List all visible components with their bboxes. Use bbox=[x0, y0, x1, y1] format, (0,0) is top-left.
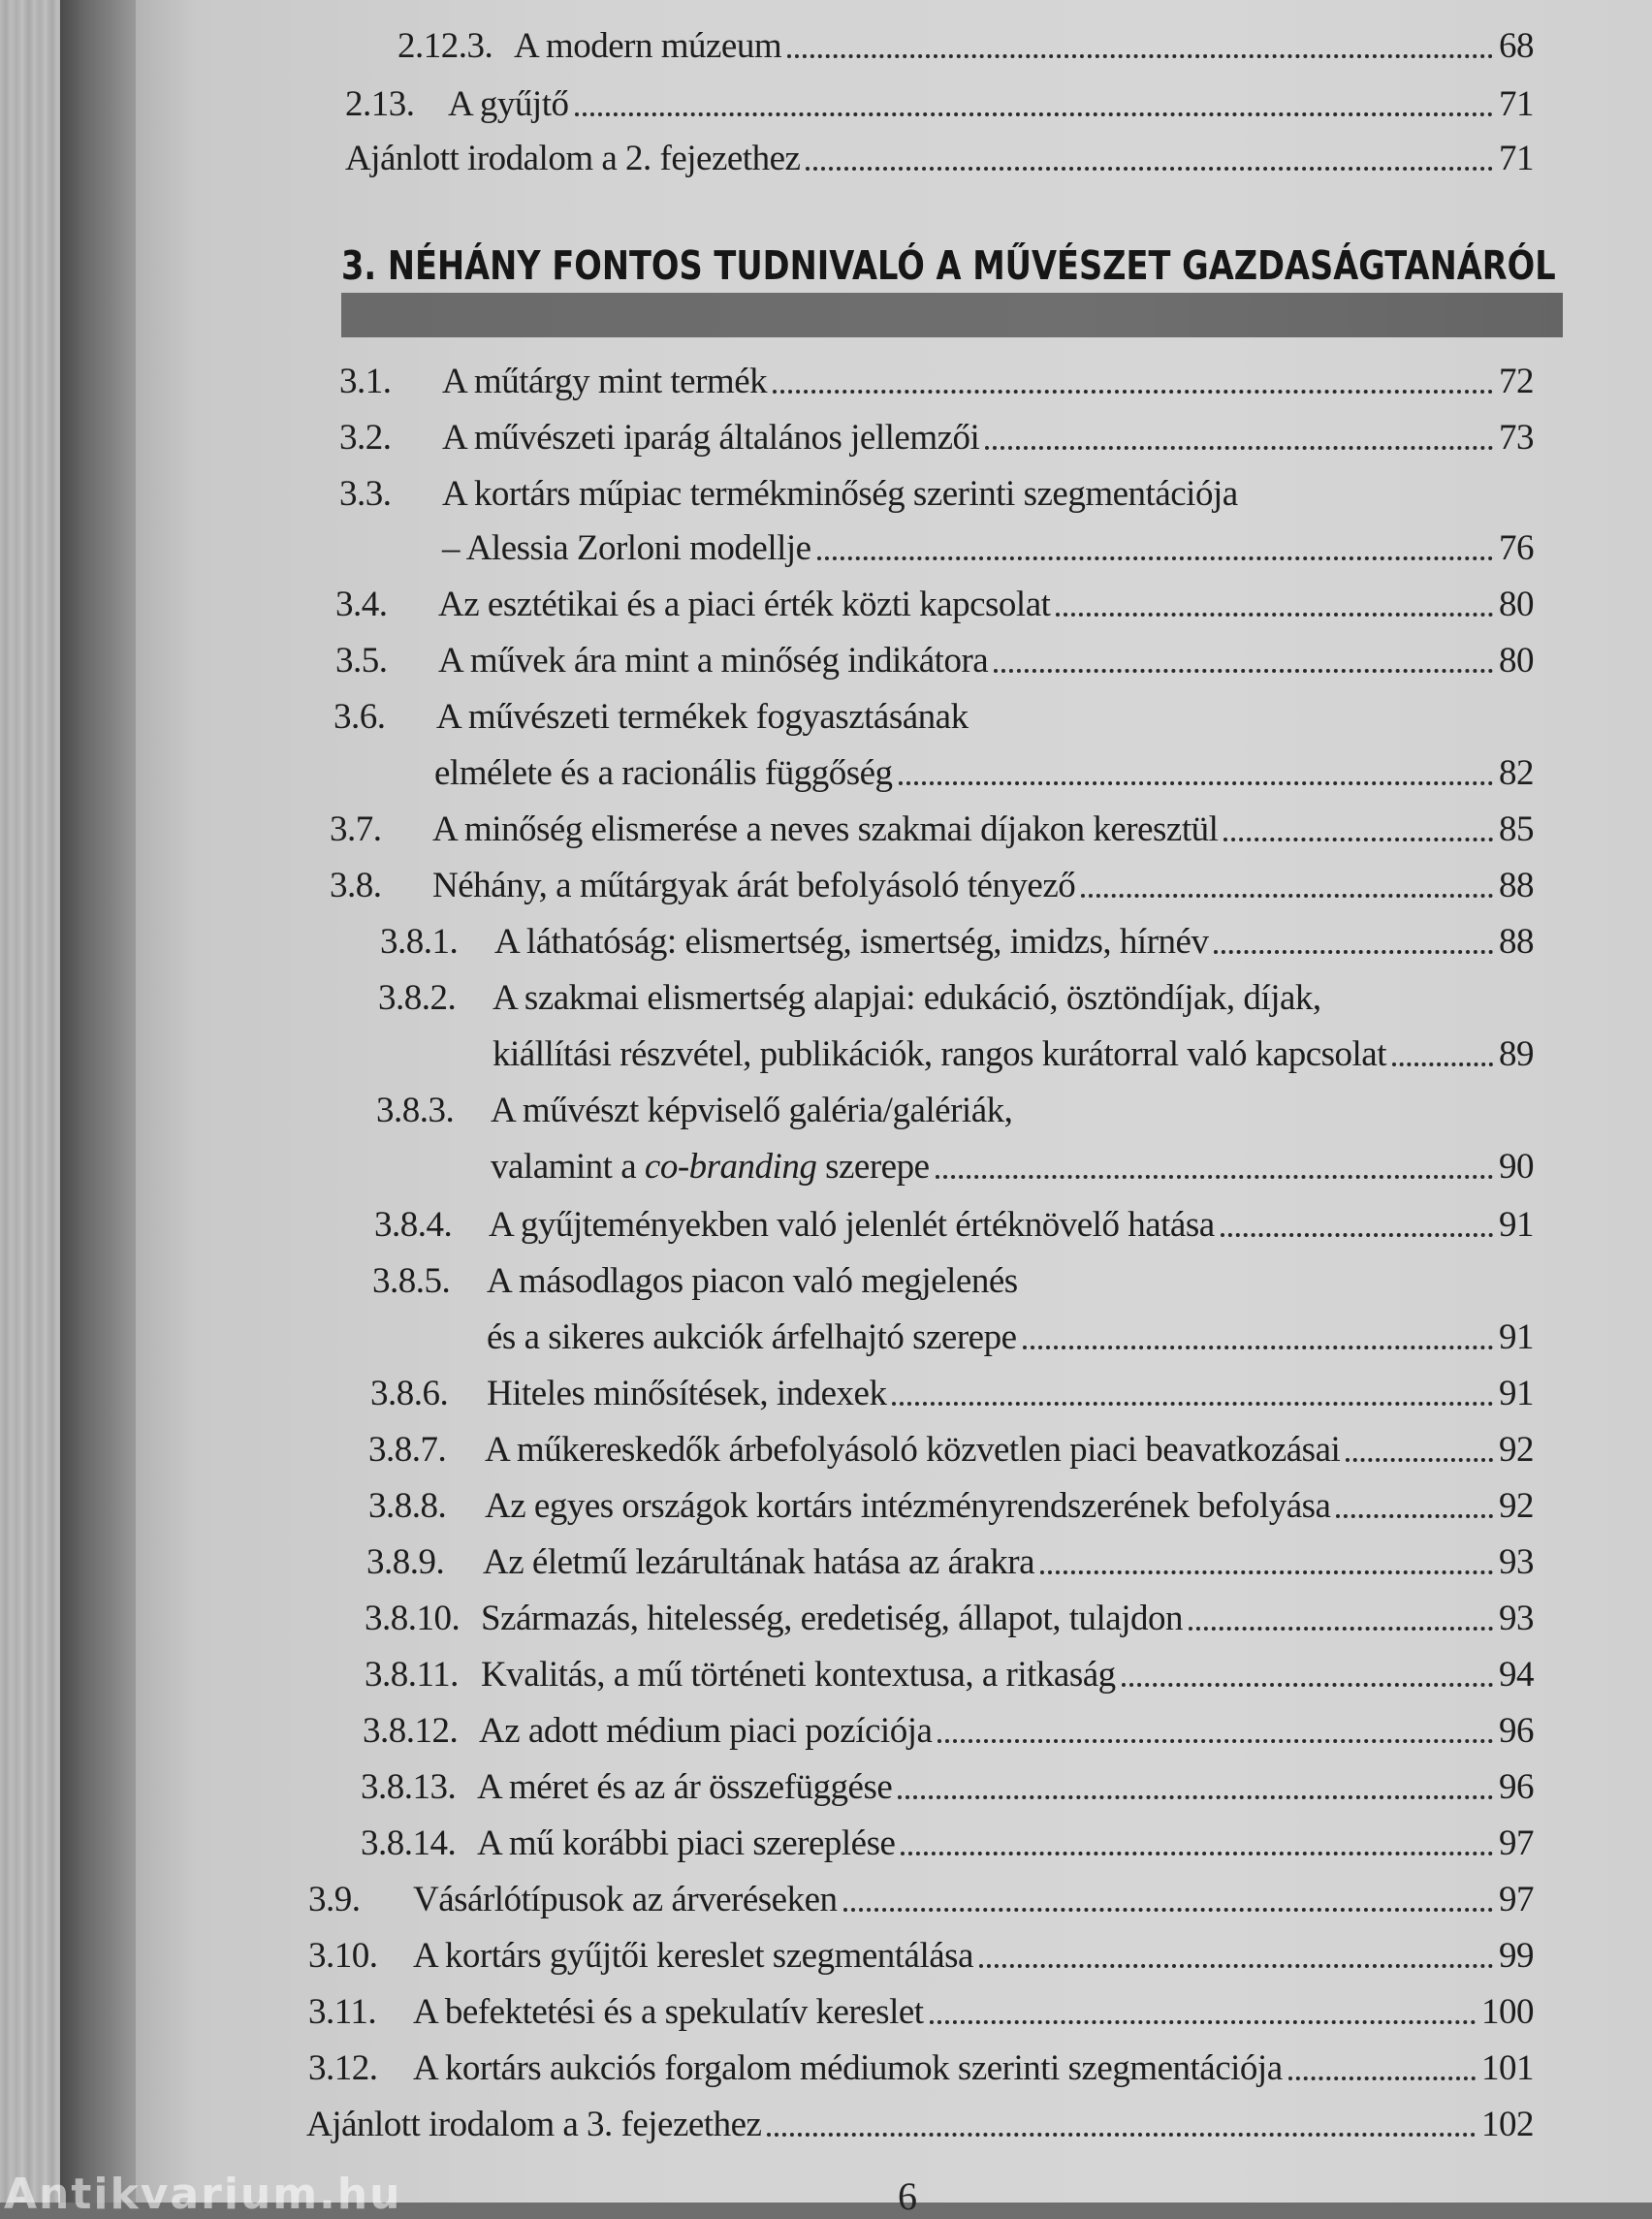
entry-number: 3.6. bbox=[334, 697, 386, 737]
entry-page: 100 bbox=[1481, 1992, 1534, 2032]
toc-entry-3-8-2-cont bbox=[492, 1031, 1534, 1076]
entry-page: 102 bbox=[1481, 2105, 1534, 2144]
entry-page: 80 bbox=[1499, 585, 1534, 624]
entry-title: A kortárs aukciós forgalom médiumok szerinti szegmentációja bbox=[413, 2048, 1283, 2088]
entry-page: 99 bbox=[1499, 1936, 1534, 1976]
toc-entry-3-8-4 bbox=[374, 1202, 1534, 1247]
entry-number: 3.8.8. bbox=[368, 1486, 447, 1526]
toc-entry-reading-2 bbox=[345, 136, 1534, 180]
entry-title: A műtárgy mint termék bbox=[442, 362, 768, 401]
dot-leader bbox=[1056, 613, 1493, 617]
entry-page: 96 bbox=[1499, 1767, 1534, 1807]
entry-number: 3.8. bbox=[330, 866, 382, 905]
entry-title: A művek ára mint a minőség indikátora bbox=[438, 641, 989, 681]
dot-leader bbox=[1336, 1514, 1493, 1518]
toc-entry-3-6 bbox=[334, 694, 1534, 739]
dot-leader bbox=[1392, 1062, 1493, 1066]
toc-entry-2-12-3 bbox=[397, 23, 1534, 68]
toc-entry-3-1 bbox=[339, 359, 1534, 403]
entry-page: 71 bbox=[1499, 139, 1534, 178]
title-italic-term: co-branding bbox=[644, 1147, 817, 1187]
entry-page: 96 bbox=[1499, 1711, 1534, 1751]
dot-leader bbox=[1023, 1346, 1493, 1349]
toc-entry-3-8-12 bbox=[363, 1708, 1534, 1753]
dot-leader bbox=[843, 1908, 1493, 1912]
toc-entry-3-8-5 bbox=[372, 1258, 1534, 1303]
entry-number: 3.8.3. bbox=[376, 1091, 455, 1130]
toc-entry-3-8-5-cont bbox=[487, 1315, 1534, 1359]
toc-entry-3-8-13 bbox=[361, 1764, 1534, 1809]
entry-title: Ajánlott irodalom a 2. fejezethez bbox=[345, 139, 801, 178]
dot-leader bbox=[901, 1852, 1493, 1855]
entry-title: Az esztétikai és a piaci érték közti kapcsolat bbox=[438, 585, 1051, 624]
entry-number: 3.12. bbox=[308, 2048, 378, 2088]
dot-leader bbox=[1122, 1683, 1493, 1687]
toc-entry-3-3 bbox=[339, 471, 1534, 516]
entry-title: Az egyes országok kortárs intézményrendszerének befolyása bbox=[485, 1486, 1331, 1526]
toc-entry-3-2 bbox=[339, 415, 1534, 460]
toc-entry-2-13 bbox=[345, 81, 1534, 126]
entry-title: Néhány, a műtárgyak árát befolyásoló tényező bbox=[432, 866, 1076, 905]
title-text: szerepe bbox=[816, 1147, 930, 1187]
toc-entry-3-8-3-cont bbox=[491, 1144, 1534, 1189]
dot-leader bbox=[773, 390, 1493, 394]
entry-number: 3.8.2. bbox=[378, 978, 457, 1018]
dot-leader bbox=[1189, 1627, 1493, 1631]
dot-leader bbox=[930, 2020, 1476, 2024]
entry-number: 3.8.7. bbox=[368, 1430, 447, 1470]
toc-entry-3-8-9 bbox=[366, 1539, 1534, 1584]
entry-page: 90 bbox=[1499, 1147, 1534, 1187]
dot-leader bbox=[787, 54, 1493, 58]
dot-leader bbox=[898, 1795, 1493, 1799]
dot-leader bbox=[892, 1402, 1493, 1406]
page-number: 6 bbox=[898, 2174, 917, 2218]
entry-title: A gyűjtő bbox=[448, 84, 569, 124]
entry-title-continued: elmélete és a racionális függőség bbox=[434, 753, 893, 793]
entry-title: A szakmai elismertség alapjai: edukáció, ösztöndíjak, díjak, bbox=[492, 978, 1321, 1018]
entry-title-continued bbox=[491, 1146, 930, 1189]
entry-title: Vásárlótípusok az árveréseken bbox=[413, 1880, 838, 1919]
entry-number: 3.1. bbox=[339, 362, 392, 401]
dot-leader bbox=[817, 556, 1493, 560]
entry-title: A láthatóság: elismertség, ismertség, imidzs, hírnév bbox=[494, 922, 1209, 962]
entry-number: 3.8.1. bbox=[380, 922, 459, 962]
toc-entry-3-12 bbox=[308, 2045, 1534, 2090]
toc-entry-3-5 bbox=[335, 638, 1534, 682]
entry-page: 93 bbox=[1499, 1599, 1534, 1638]
dot-leader bbox=[767, 2133, 1476, 2137]
entry-page: 72 bbox=[1499, 362, 1534, 401]
toc-entry-3-11 bbox=[308, 1989, 1534, 2034]
entry-title: Az életmű lezárultának hatása az árakra bbox=[483, 1542, 1035, 1582]
entry-page: 88 bbox=[1499, 866, 1534, 905]
entry-page: 92 bbox=[1499, 1486, 1534, 1526]
entry-page: 80 bbox=[1499, 641, 1534, 681]
chapter-heading: 3. NÉHÁNY FONTOS TUDNIVALÓ A MŰVÉSZET GAZDASÁGTANÁRÓL bbox=[341, 242, 1556, 289]
entry-number: 3.8.11. bbox=[365, 1655, 459, 1695]
entry-page: 97 bbox=[1499, 1823, 1534, 1863]
entry-title: A befektetési és a spekulatív kereslet bbox=[413, 1992, 924, 2032]
toc-entry-3-8-3 bbox=[376, 1088, 1534, 1132]
entry-title: A kortárs gyűjtői kereslet szegmentálása bbox=[413, 1936, 973, 1976]
entry-page: 91 bbox=[1499, 1374, 1534, 1413]
entry-number: 3.3. bbox=[339, 474, 392, 514]
toc-entry-3-7 bbox=[330, 807, 1534, 851]
entry-number: 3.8.9. bbox=[366, 1542, 445, 1582]
toc-entry-3-8-10 bbox=[365, 1596, 1534, 1640]
toc-entry-3-3-cont bbox=[442, 525, 1534, 570]
entry-title: A kortárs műpiac termékminőség szerinti szegmentációja bbox=[442, 474, 1238, 514]
entry-number: 3.8.5. bbox=[372, 1261, 451, 1301]
dot-leader bbox=[1040, 1570, 1493, 1574]
entry-title: Ajánlott irodalom a 3. fejezethez bbox=[306, 2105, 762, 2144]
entry-title: Az adott médium piaci pozíciója bbox=[479, 1711, 933, 1751]
entry-number: 3.8.6. bbox=[370, 1374, 449, 1413]
dot-leader bbox=[575, 112, 1494, 116]
entry-number: 3.8.10. bbox=[365, 1599, 461, 1638]
entry-page: 93 bbox=[1499, 1542, 1534, 1582]
entry-title: A műkereskedők árbefolyásoló közvetlen piaci beavatkozásai bbox=[485, 1430, 1341, 1470]
entry-page: 101 bbox=[1481, 2048, 1534, 2088]
entry-title: A minőség elismerése a neves szakmai díjakon keresztül bbox=[432, 809, 1219, 849]
entry-page: 68 bbox=[1499, 26, 1534, 66]
entry-title: A művészeti termékek fogyasztásának bbox=[436, 697, 969, 737]
entry-page: 82 bbox=[1499, 753, 1534, 793]
toc-entry-3-6-cont bbox=[434, 750, 1534, 795]
toc-entry-3-8-6 bbox=[370, 1371, 1534, 1415]
entry-number: 3.7. bbox=[330, 809, 382, 849]
entry-number: 3.4. bbox=[335, 585, 388, 624]
toc-entry-3-8-8 bbox=[368, 1483, 1534, 1528]
entry-number: 3.2. bbox=[339, 418, 392, 458]
entry-number: 3.8.12. bbox=[363, 1711, 459, 1751]
toc-entry-3-8-11 bbox=[365, 1652, 1534, 1696]
title-text: valamint a bbox=[491, 1147, 645, 1187]
toc-entry-3-8-14 bbox=[361, 1821, 1534, 1865]
entry-title: A méret és az ár összefüggése bbox=[477, 1767, 893, 1807]
entry-number: 3.11. bbox=[308, 1992, 377, 2032]
dot-leader bbox=[1214, 950, 1493, 954]
chapter-heading-bar bbox=[341, 293, 1563, 337]
entry-title: A másodlagos piacon való megjelenés bbox=[487, 1261, 1018, 1301]
toc-entry-3-8 bbox=[330, 863, 1534, 907]
toc-entry-3-8-7 bbox=[368, 1427, 1534, 1472]
dot-leader bbox=[936, 1175, 1494, 1179]
toc-entry-3-9 bbox=[308, 1877, 1534, 1921]
entry-number: 3.10. bbox=[308, 1936, 378, 1976]
watermark: Antikvarium.hu bbox=[4, 2170, 402, 2219]
dot-leader bbox=[937, 1739, 1493, 1743]
entry-title: A modern múzeum bbox=[514, 26, 782, 66]
entry-title: Hiteles minősítések, indexek bbox=[487, 1374, 887, 1413]
entry-page: 85 bbox=[1499, 809, 1534, 849]
toc-entry-3-8-2 bbox=[378, 975, 1534, 1020]
toc-entry-3-10 bbox=[308, 1933, 1534, 1978]
entry-page: 88 bbox=[1499, 922, 1534, 962]
entry-page: 92 bbox=[1499, 1430, 1534, 1470]
dot-leader bbox=[806, 167, 1493, 171]
entry-page: 73 bbox=[1499, 418, 1534, 458]
dot-leader bbox=[899, 781, 1493, 785]
entry-title: A gyűjteményekben való jelenlét értéknövelő hatása bbox=[489, 1205, 1215, 1245]
entry-title: A művészt képviselő galéria/galériák, bbox=[491, 1091, 1013, 1130]
entry-page: 71 bbox=[1499, 84, 1534, 124]
entry-number: 3.8.14. bbox=[361, 1823, 457, 1863]
entry-page: 76 bbox=[1499, 528, 1534, 568]
entry-title: Származás, hitelesség, eredetiség, állapot, tulajdon bbox=[481, 1599, 1184, 1638]
entry-title-continued: kiállítási részvétel, publikációk, rangos kurátorral való kapcsolat bbox=[492, 1034, 1387, 1074]
entry-page: 91 bbox=[1499, 1205, 1534, 1245]
entry-number: 3.8.13. bbox=[361, 1767, 457, 1807]
entry-number: 2.12.3. bbox=[397, 26, 493, 66]
entry-number: 3.9. bbox=[308, 1880, 361, 1919]
dot-leader bbox=[1223, 838, 1493, 841]
entry-title-continued: és a sikeres aukciók árfelhajtó szerepe bbox=[487, 1317, 1017, 1357]
dot-leader bbox=[1221, 1233, 1493, 1237]
entry-page: 94 bbox=[1499, 1655, 1534, 1695]
toc-entry-3-8-1 bbox=[380, 919, 1534, 964]
dot-leader bbox=[1081, 894, 1493, 898]
toc-entry-3-4 bbox=[335, 582, 1534, 626]
entry-title: A mű korábbi piaci szereplése bbox=[477, 1823, 896, 1863]
entry-number: 3.8.4. bbox=[374, 1205, 453, 1245]
entry-title: Kvalitás, a mű történeti kontextusa, a ritkaság bbox=[481, 1655, 1116, 1695]
entry-title-continued: – Alessia Zorloni modellje bbox=[442, 528, 811, 568]
entry-number: 3.5. bbox=[335, 641, 388, 681]
dot-leader bbox=[985, 446, 1493, 450]
dot-leader bbox=[1288, 2076, 1476, 2080]
entry-page: 89 bbox=[1499, 1034, 1534, 1074]
entry-title: A művészeti iparág általános jellemzői bbox=[442, 418, 980, 458]
entry-page: 97 bbox=[1499, 1880, 1534, 1919]
background-wood bbox=[0, 0, 60, 2203]
dot-leader bbox=[1346, 1458, 1493, 1462]
dot-leader bbox=[979, 1964, 1493, 1968]
entry-page: 91 bbox=[1499, 1317, 1534, 1357]
toc-entry-reading-3 bbox=[306, 2102, 1534, 2146]
book-spine bbox=[60, 0, 136, 2203]
dot-leader bbox=[994, 669, 1493, 673]
entry-number: 2.13. bbox=[345, 84, 415, 124]
